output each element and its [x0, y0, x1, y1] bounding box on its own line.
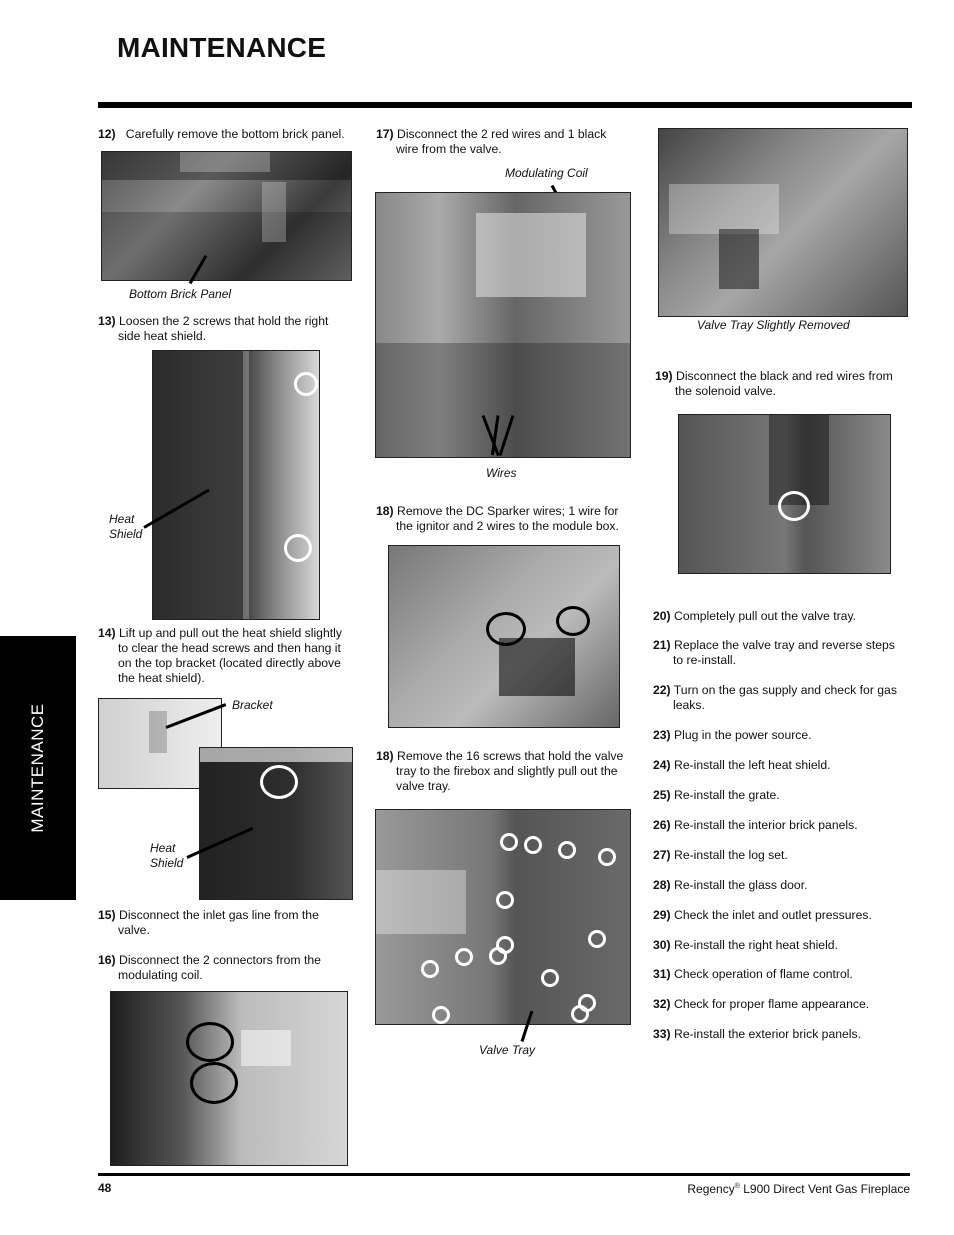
valve-tray-screws-photo: [375, 809, 631, 1025]
screw-highlight: [524, 836, 542, 854]
step-text: Replace the valve tray and reverse steps: [674, 638, 895, 652]
step-number: 25): [653, 788, 671, 802]
caption-bracket: Bracket: [232, 698, 273, 712]
step-text: Disconnect the black and red wires from: [676, 369, 893, 383]
step-number: 22): [653, 683, 671, 697]
caption-valve-tray-slightly-removed: Valve Tray Slightly Removed: [697, 318, 850, 332]
caption-wires: Wires: [486, 466, 517, 480]
heat-shield-photo: [152, 350, 320, 620]
caption-modulating-coil: Modulating Coil: [505, 166, 588, 180]
step-text: the heat shield).: [118, 671, 205, 685]
step-text: Check the inlet and outlet pressures.: [674, 908, 872, 922]
step-15: [98, 908, 319, 938]
step-29: [653, 908, 872, 923]
step-32: [653, 997, 869, 1012]
step-text: Remove the 16 screws that hold the valve: [397, 749, 624, 763]
step-number: 26): [653, 818, 671, 832]
screw-highlight: [571, 1005, 589, 1023]
step-22: [653, 683, 897, 713]
screw-highlight: [489, 947, 507, 965]
step-text: Carefully remove the bottom brick panel.: [125, 127, 345, 141]
page-title: MAINTENANCE: [117, 32, 327, 63]
step-20: [653, 609, 856, 624]
step-24: [653, 758, 831, 773]
step-text: Loosen the 2 screws that hold the right: [119, 314, 329, 328]
screw-highlight: [588, 930, 606, 948]
wire-highlight: [486, 612, 526, 646]
step-text: Disconnect the 2 red wires and 1 black: [397, 127, 607, 141]
step-number: 30): [653, 938, 671, 952]
step-text: Check for proper flame appearance.: [674, 997, 870, 1011]
step-text: Check operation of flame control.: [674, 967, 853, 981]
step-text: Re-install the left heat shield.: [674, 758, 831, 772]
step-number: 13): [98, 314, 116, 328]
step-19: [655, 369, 893, 399]
step-text: the ignitor and 2 wires to the module box.: [396, 519, 619, 533]
step-text: tray to the firebox and slightly pull out the: [396, 764, 618, 778]
step-number: 18): [376, 504, 394, 518]
step-text: Disconnect the inlet gas line from the: [119, 908, 319, 922]
step-text: Plug in the power source.: [674, 728, 812, 742]
step-text: Turn on the gas supply and check for gas: [673, 683, 897, 697]
footer-product-name: Regency® L900 Direct Vent Gas Fireplace: [687, 1182, 910, 1196]
step-number: 27): [653, 848, 671, 862]
step-number: 23): [653, 728, 671, 742]
step-13: [98, 314, 328, 344]
caption-valve-tray: Valve Tray: [479, 1043, 536, 1057]
heat-shield-hung-photo: [199, 747, 353, 900]
screw-highlight: [421, 960, 439, 978]
step-text: modulating coil.: [118, 968, 203, 982]
dc-sparker-wires-photo: [388, 545, 620, 728]
step-number: 28): [653, 878, 671, 892]
step-12: [98, 127, 345, 142]
step-text: to clear the head screws and then hang it: [118, 641, 341, 655]
step-text: side heat shield.: [118, 329, 207, 343]
step-21: [653, 638, 895, 668]
step-18a: [376, 504, 619, 534]
step-text: the solenoid valve.: [675, 384, 776, 398]
step-number: 33): [653, 1027, 671, 1041]
step-number: 24): [653, 758, 671, 772]
screw-highlight: [294, 372, 318, 396]
connector-highlight: [186, 1022, 234, 1062]
side-tab-label: MAINTENANCE: [28, 703, 47, 833]
step-26: [653, 818, 858, 833]
step-number: 21): [653, 638, 671, 652]
step-33: [653, 1027, 861, 1042]
caption-heat-shield-1: Heat Shield: [109, 512, 143, 541]
screw-highlight: [541, 969, 559, 987]
valve-tray-removed-photo: [658, 128, 908, 317]
connector-highlight: [190, 1062, 238, 1104]
step-text: Re-install the log set.: [674, 848, 788, 862]
screw-highlight: [558, 841, 576, 859]
step-number: 31): [653, 967, 671, 981]
screw-highlight: [455, 948, 473, 966]
footer-rule: [98, 1173, 910, 1176]
step-text: Lift up and pull out the heat shield slightly: [119, 626, 342, 640]
step-text: Re-install the exterior brick panels.: [674, 1027, 861, 1041]
step-text: leaks.: [673, 698, 705, 712]
step-text: wire from the valve.: [396, 142, 502, 156]
wire-highlight: [778, 491, 810, 521]
screw-highlight: [432, 1006, 450, 1024]
bottom-brick-panel-photo: [101, 151, 352, 281]
step-text: Remove the DC Sparker wires; 1 wire for: [397, 504, 619, 518]
step-number: 15): [98, 908, 116, 922]
step-16: [98, 953, 321, 983]
modulating-coil-connectors-photo: [110, 991, 348, 1166]
step-28: [653, 878, 807, 893]
step-text: on the top bracket (located directly above: [118, 656, 341, 670]
step-25: [653, 788, 780, 803]
step-text: Re-install the grate.: [674, 788, 780, 802]
step-number: 29): [653, 908, 671, 922]
step-number: 20): [653, 609, 671, 623]
step-text: Re-install the right heat shield.: [674, 938, 838, 952]
step-text: valve tray.: [396, 779, 451, 793]
step-text: Disconnect the 2 connectors from the: [119, 953, 321, 967]
step-number: 18): [376, 749, 394, 763]
step-text: Completely pull out the valve tray.: [674, 609, 857, 623]
step-27: [653, 848, 788, 863]
step-number: 19): [655, 369, 673, 383]
screw-highlight: [500, 833, 518, 851]
bracket-highlight: [260, 765, 298, 799]
step-number: 17): [376, 127, 394, 141]
step-14: [98, 626, 342, 686]
step-18b: [376, 749, 623, 794]
wire-highlight: [556, 606, 590, 636]
screw-highlight: [496, 891, 514, 909]
step-number: 16): [98, 953, 116, 967]
side-tab: [0, 636, 76, 900]
solenoid-valve-photo: [678, 414, 891, 574]
page-number: 48: [98, 1181, 112, 1195]
step-text: Re-install the interior brick panels.: [674, 818, 858, 832]
step-text: to re-install.: [673, 653, 736, 667]
step-17: [376, 127, 606, 157]
header-rule: [98, 102, 912, 108]
step-30: [653, 938, 838, 953]
step-number: 12): [98, 127, 116, 141]
caption-heat-shield-2: Heat Shield: [150, 841, 184, 870]
step-text: Re-install the glass door.: [674, 878, 808, 892]
step-number: 32): [653, 997, 671, 1011]
screw-highlight: [284, 534, 312, 562]
step-31: [653, 967, 853, 982]
step-23: [653, 728, 812, 743]
screw-highlight: [598, 848, 616, 866]
caption-bottom-brick-panel: Bottom Brick Panel: [129, 287, 232, 301]
valve-wires-photo: [375, 192, 631, 458]
step-text: valve.: [118, 923, 150, 937]
step-number: 14): [98, 626, 116, 640]
